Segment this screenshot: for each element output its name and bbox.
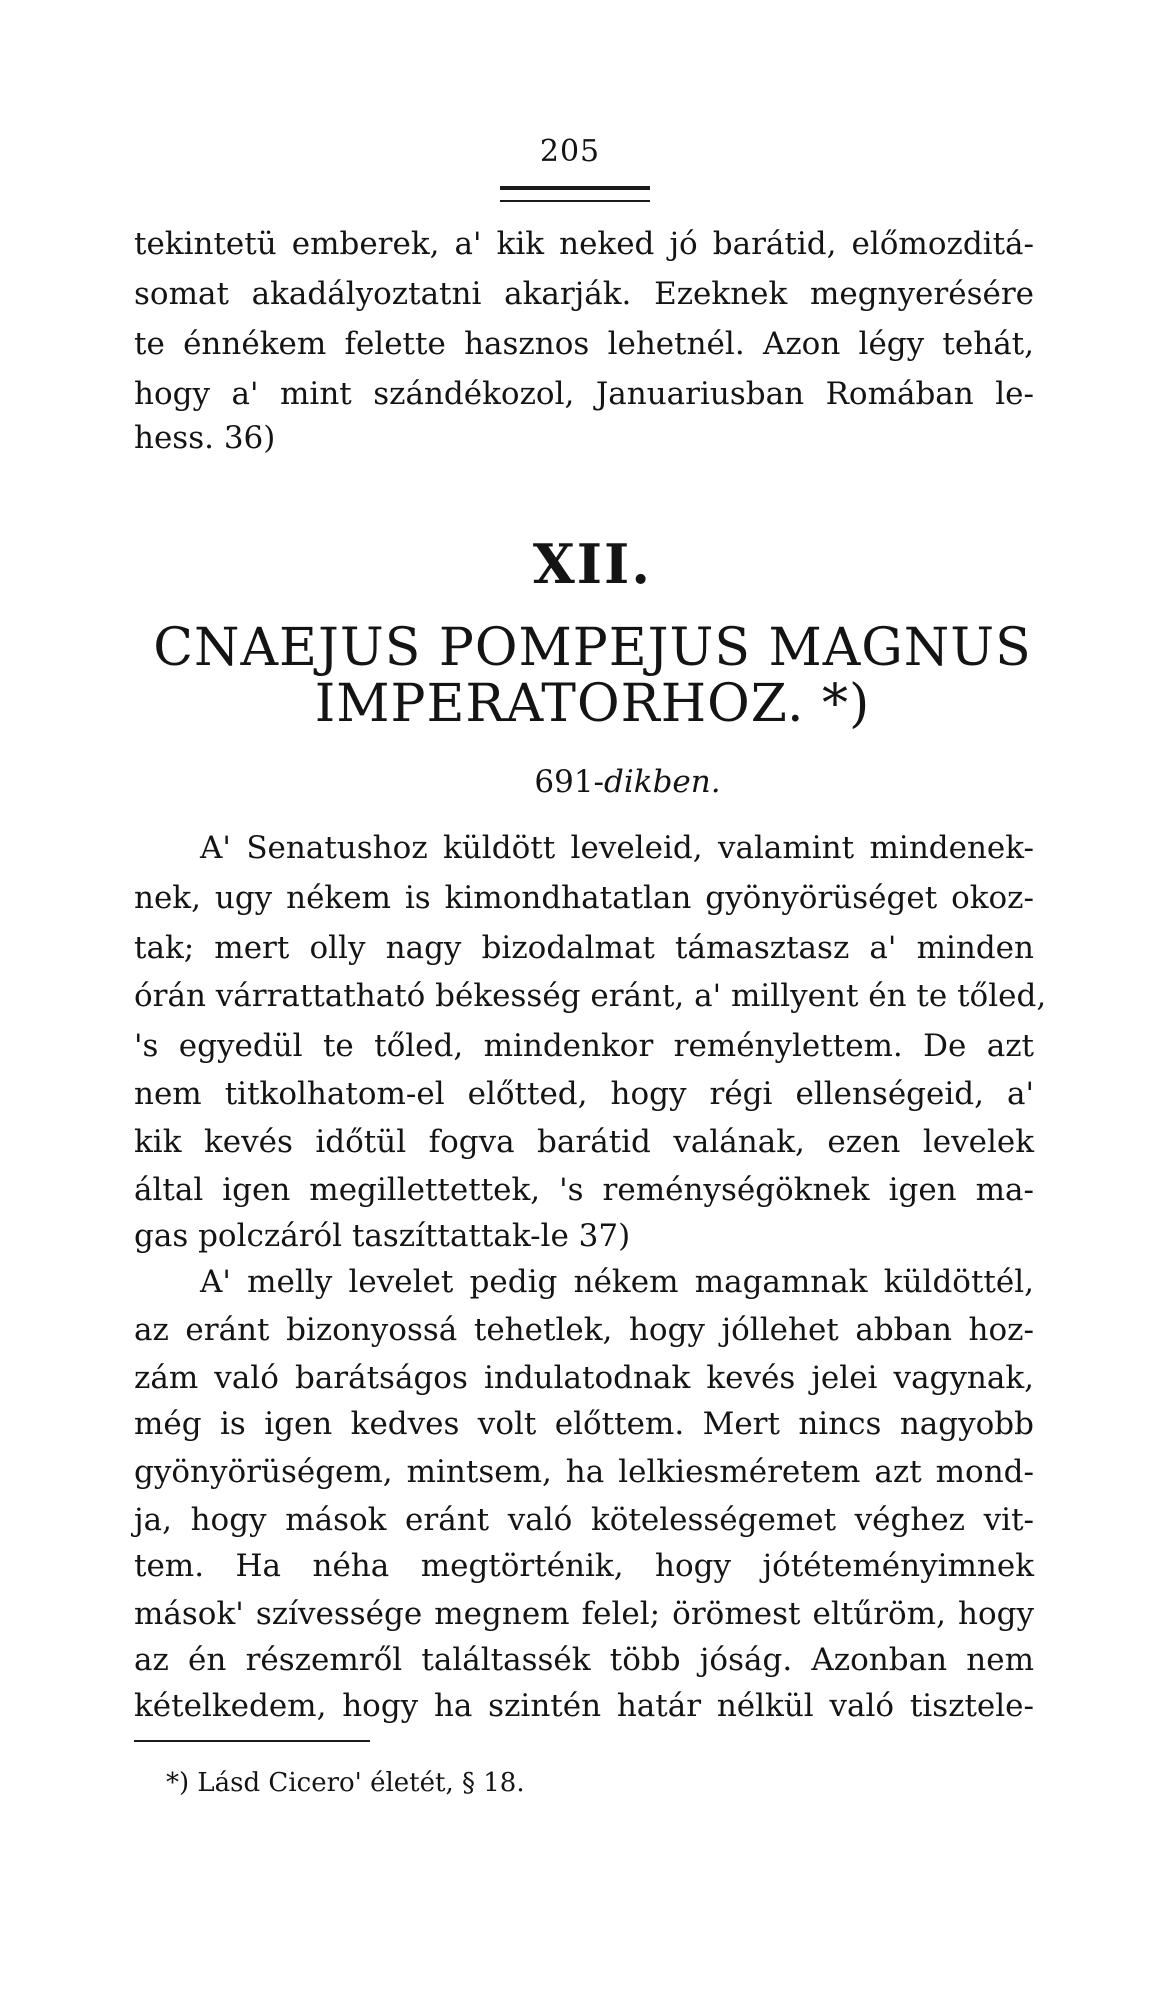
text-line: mások' szívessége megnem felel; örömest eltűröm, hogy [134,1596,1034,1632]
text-line: órán várrattatható békesség eránt, a' millyent én te tőled, [134,978,1047,1014]
text-line: ja, hogy mások eránt való kötelességemet véghez vit- [134,1502,1034,1538]
page-number: 205 [539,134,601,169]
text-line: tekintetü emberek, a' kik neked jó barátid, előmozditá- [134,226,1034,262]
chapter-title-line-2: IMPERATORHOZ. *) [314,674,871,734]
footnote-rule [134,1740,370,1742]
text-line: által igen megillettettek, 's reménységöknek igen ma- [134,1172,1034,1208]
text-line: somat akadályoztatni akarják. Ezeknek megnyerésére [134,276,1034,312]
text-line: az eránt bizonyossá tehetlek, hogy jóllehet abban hoz- [134,1312,1034,1348]
text-line: nek, ugy nékem is kimondhatatlan gyönyörüséget okoz- [134,880,1034,916]
text-line: kik kevés időtül fogva barátid valának, ezen levelek [134,1124,1034,1160]
footnote: *) Lásd Cicero' életét, § 18. [166,1768,525,1798]
text-line: 's egyedül te tőled, mindenkor reménylettem. De azt [134,1028,1034,1064]
text-line: tak; mert olly nagy bizodalmat támasztasz a' minden [134,930,1034,966]
text-line: hess. 36) [134,420,276,456]
text-line: még is igen kedves volt előttem. Mert nincs nagyobb [134,1406,1034,1442]
chapter-date-number: 691- [534,764,605,800]
text-line: zám való barátságos indulatodnak kevés jelei vagynak, [134,1360,1034,1396]
text-line: A' Senatushoz küldött leveleid, valamint mindenek- [200,830,1034,866]
text-line: nem titkolhatom-el előtted, hogy régi ellenségeid, a' [134,1076,1034,1112]
text-line: gas polczáról taszíttattak-le 37) [134,1218,631,1254]
text-line: hogy a' mint szándékozol, Januariusban Romában le- [134,376,1034,412]
text-line: kételkedem, hogy ha szintén határ nélkül való tisztele- [134,1688,1034,1724]
text-line: gyönyörüségem, mintsem, ha lelkiesméretem azt mond- [134,1454,1034,1490]
text-line: tem. Ha néha megtörténik, hogy jótéteményimnek [134,1548,1034,1584]
text-line: A' melly levelet pedig nékem magamnak küldöttél, [200,1264,1034,1300]
chapter-date [0,764,1155,800]
text-line: te énnékem felette hasznos lehetnél. Azon légy tehát, [134,326,1034,362]
chapter-number: XII. [532,532,653,596]
text-line: az én részemről találtassék több jóság. Azonban nem [134,1642,1034,1678]
chapter-date-suffix: dikben. [604,764,721,800]
chapter-title-line-1: CNAEJUS POMPEJUS MAGNUS [153,618,1032,678]
header-rule [500,186,650,202]
